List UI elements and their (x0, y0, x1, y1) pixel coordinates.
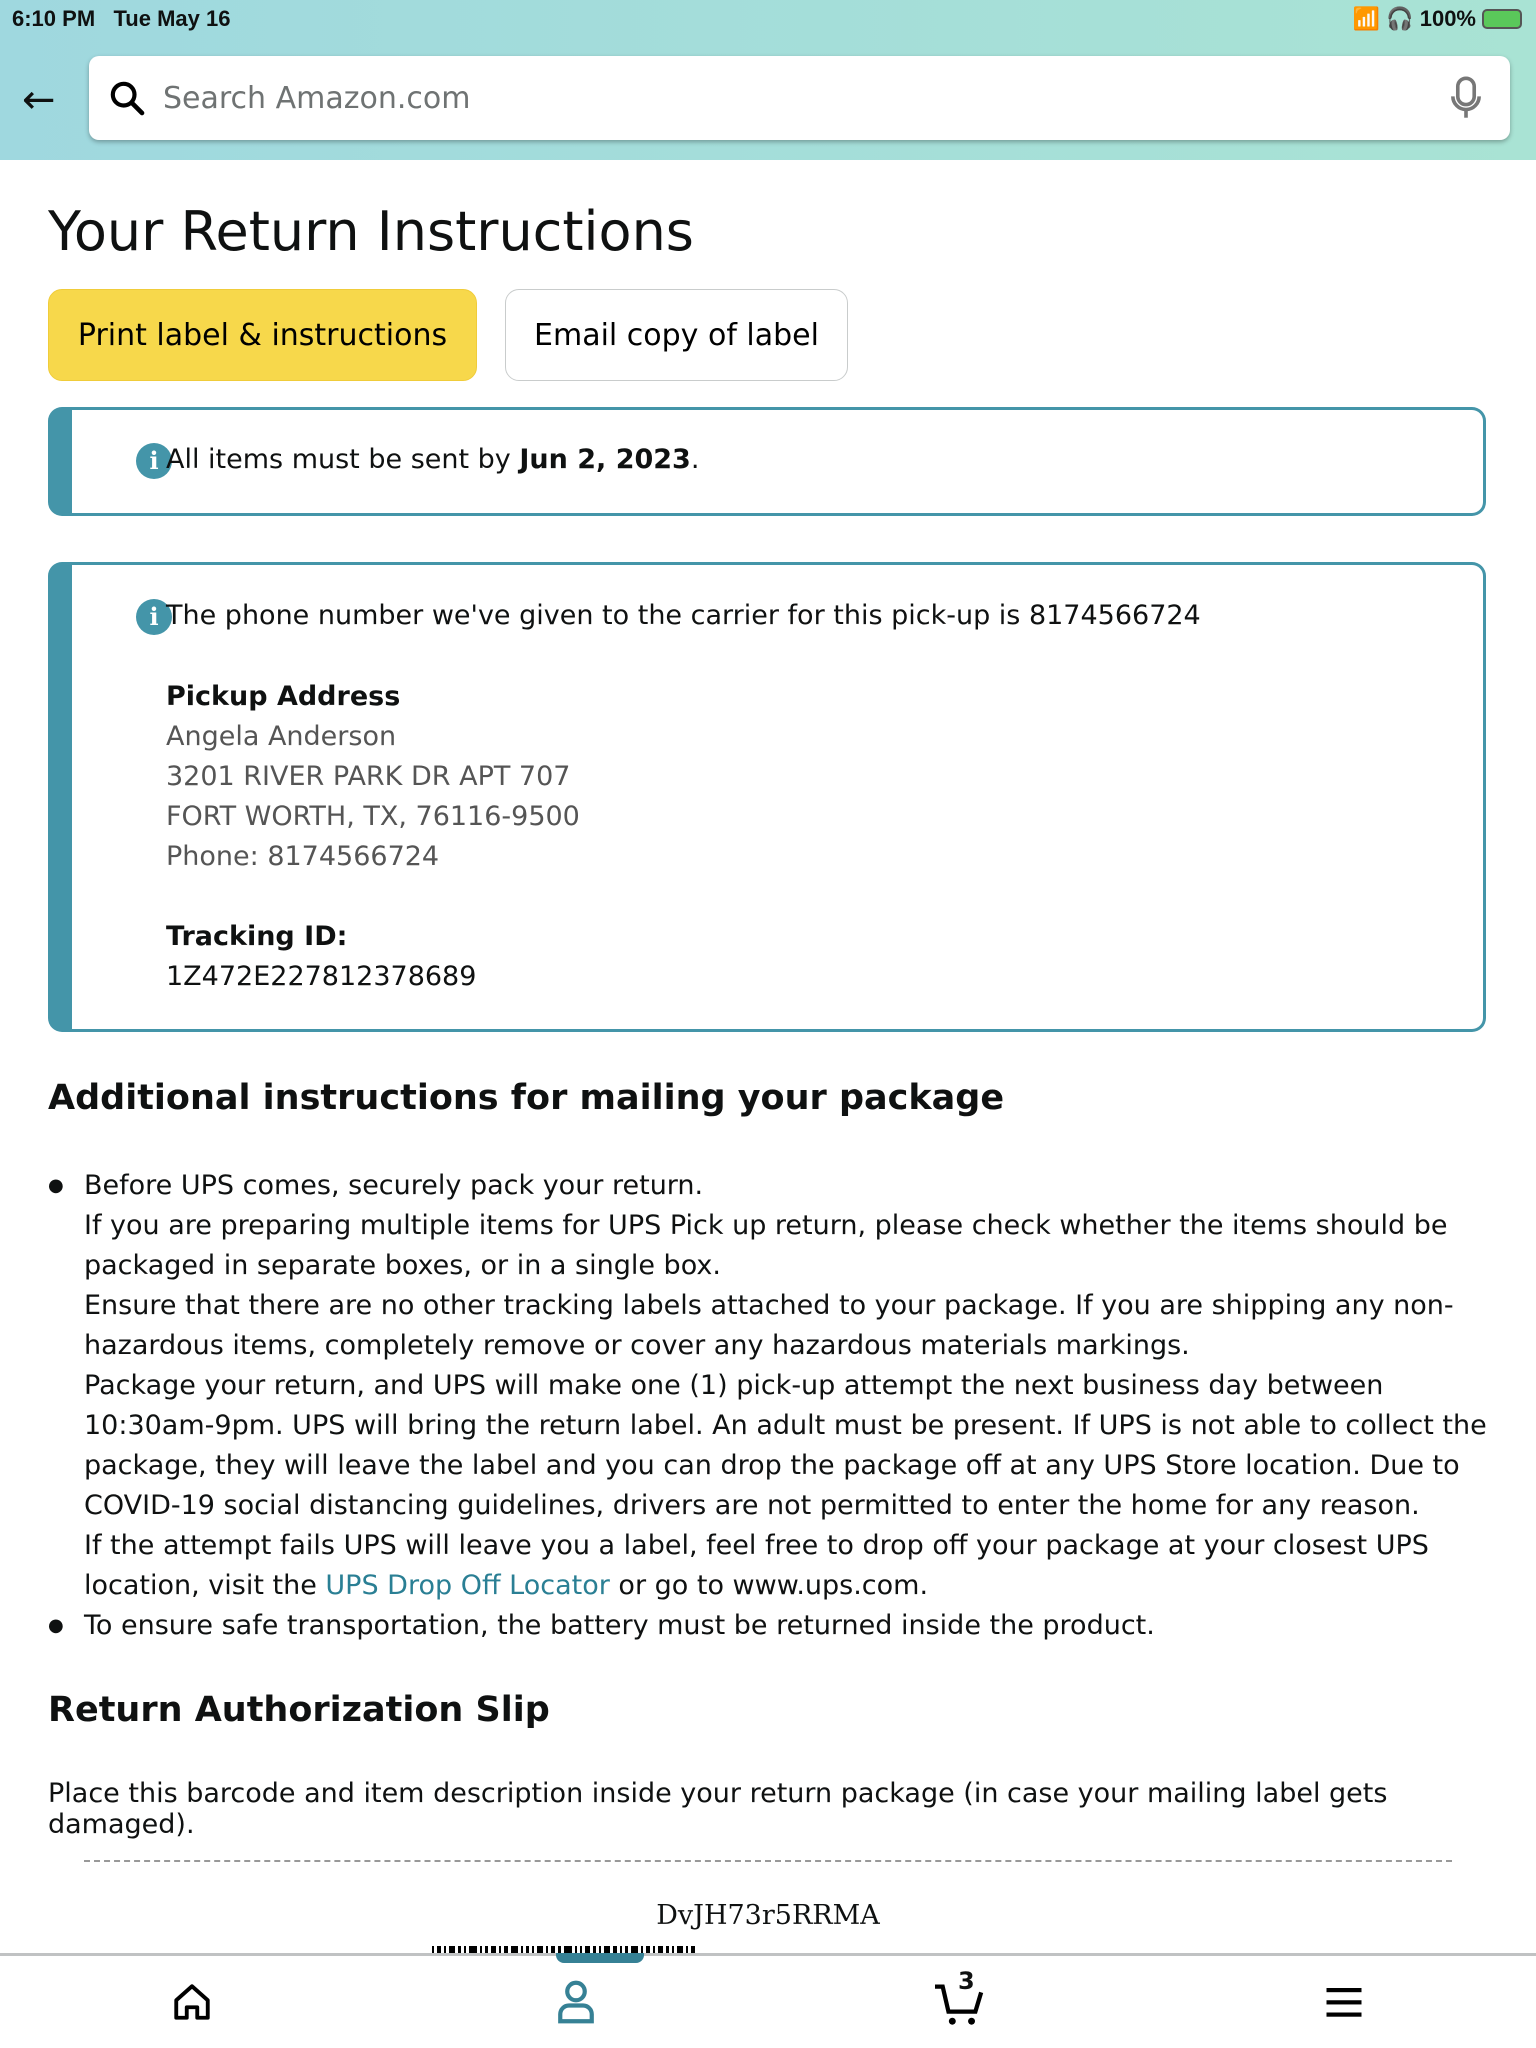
page-title: Your Return Instructions (48, 200, 694, 263)
address-label: Pickup Address (166, 681, 401, 712)
email-label-button[interactable]: Email copy of label (505, 289, 848, 381)
print-label-button[interactable]: Print label & instructions (48, 289, 477, 381)
instruction-line: Ensure that there are no other tracking labels attached to your package. If you are shipping any non-hazardous items, completely remove or cover any hazardous materials markings. (84, 1290, 1454, 1361)
back-arrow-icon[interactable]: ← (22, 77, 56, 123)
nav-cart[interactable] (900, 1967, 1020, 2027)
instructions-list (48, 1166, 1498, 1646)
wifi-icon: 📶 (1352, 6, 1381, 31)
top-header (0, 0, 1536, 160)
slip-description: Place this barcode and item description inside your return package (in case your mailing label gets damaged). (48, 1778, 1388, 1840)
address-phone: Phone: 8174566724 (166, 841, 440, 872)
list-item (48, 1166, 1498, 1606)
tracking-label: Tracking ID: (166, 921, 348, 952)
cart-count: 3 (958, 1967, 975, 1995)
ups-drop-off-locator-link[interactable]: UPS Drop Off Locator (325, 1570, 610, 1601)
instructions-heading: Additional instructions for mailing your package (48, 1078, 1005, 1118)
menu-icon (1323, 1984, 1365, 2020)
battery-icon (1482, 9, 1522, 29)
pickup-alert (48, 562, 1486, 1032)
home-icon (171, 1981, 213, 2023)
phone-notice: The phone number we've given to the carrier for this pick-up is 8174566724 (166, 600, 1201, 631)
nav-home[interactable] (132, 1981, 252, 2023)
status-indicators (1353, 6, 1522, 32)
bottom-nav (0, 1953, 1536, 2048)
instruction-line: Package your return, and UPS will make one (1) pick-up attempt the next business day between 10:30am-9pm. UPS will bring the return label. An adult must be present. If UPS is not able to collect the package, they will leave the label and you can drop the package off at any UPS Store location. Due to COVID-19 social distancing guidelines, drivers are not permitted to enter the home for any reason. (84, 1370, 1487, 1521)
search-bar[interactable] (89, 56, 1510, 140)
address-name: Angela Anderson (166, 721, 397, 752)
search-icon (107, 78, 147, 118)
return-code: DvJH73r5RRMA (656, 1900, 880, 1931)
instruction-line: If the attempt fails UPS will leave you a label, feel free to drop off your package at your closest UPS location, visit the UPS Drop Off Locator or go to www.ups.com. (84, 1530, 1429, 1601)
nav-menu[interactable] (1284, 1984, 1404, 2020)
cut-line (84, 1860, 1452, 1862)
account-icon (555, 1979, 597, 2025)
info-icon: i (136, 599, 172, 635)
deadline-text: All items must be sent by Jun 2, 2023. (166, 444, 700, 475)
info-icon: i (136, 443, 172, 479)
instruction-line: If you are preparing multiple items for UPS Pick up return, please check whether the items should be packaged in separate boxes, or in a single box. (84, 1210, 1448, 1281)
active-tab-indicator (556, 1953, 644, 1963)
list-item: ● To ensure safe transportation, the battery must be returned inside the product. (48, 1606, 1498, 1646)
microphone-icon[interactable] (1446, 75, 1486, 121)
pickup-address (166, 677, 580, 997)
tracking-id: 1Z472E227812378689 (166, 961, 477, 992)
instruction-line: ● Before UPS comes, securely pack your return. (84, 1170, 704, 1201)
nav-account[interactable] (516, 1979, 636, 2025)
address-city: FORT WORTH, TX, 76116-9500 (166, 801, 580, 832)
deadline-alert (48, 407, 1486, 516)
headphones-icon: 🎧 (1386, 6, 1414, 31)
slip-heading: Return Authorization Slip (48, 1690, 550, 1730)
search-input[interactable] (163, 81, 1446, 116)
address-street: 3201 RIVER PARK DR APT 707 (166, 761, 571, 792)
battery-percent: 100% (1419, 6, 1476, 31)
status-time: 6:10 PM Tue May 16 (12, 6, 231, 31)
